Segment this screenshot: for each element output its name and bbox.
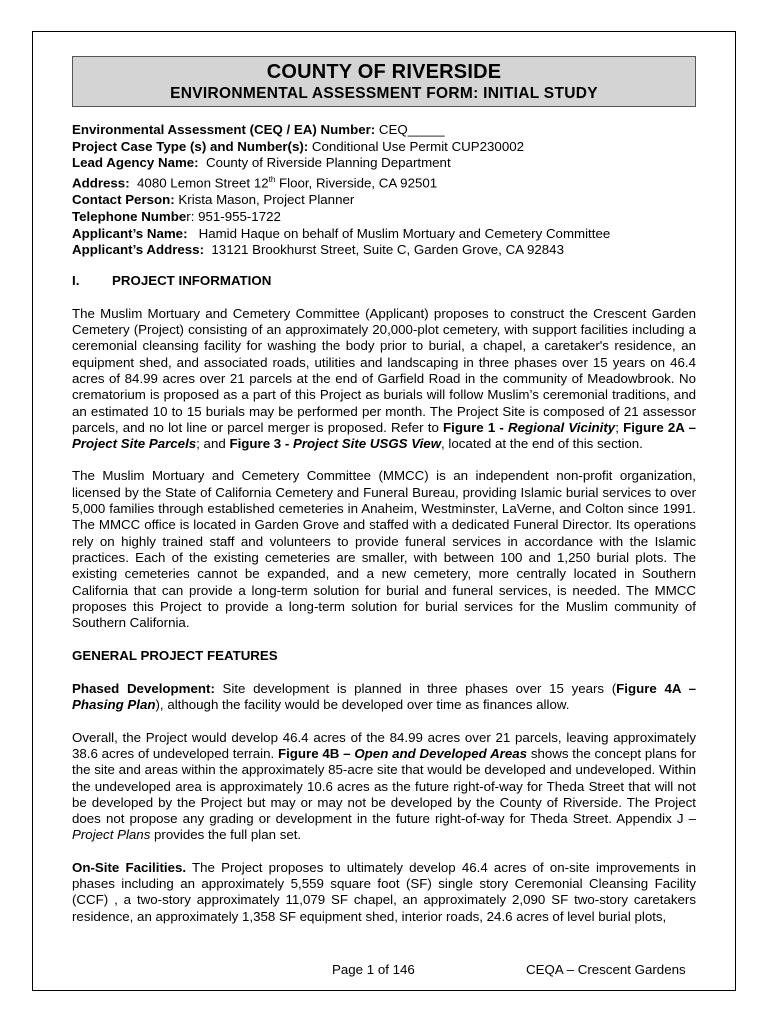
footer-document-title: CEQA – Crescent Gardens xyxy=(526,962,686,977)
section-heading-general-features: GENERAL PROJECT FEATURES xyxy=(72,648,278,664)
mmcc-description-paragraph: The Muslim Mortuary and Cemetery Committee (MMCC) is an independent non-profit organization, licensed by the State of California Cemetery and Funeral Bureau, providing Islamic burial services to over 5,000 families through established cemeteries in Anaheim, Westminster, LaVerne, and Colton since 1991. The MMCC office is located in Garden Grove and staffed with a dedicated Funeral Director. Its operations rely on highly trained staff and volunteers to provide funeral services in accordance with the Islamic practices. Each of the existing cemeteries are smaller, with between 100 and 1,250 burial plots. The existing cemeteries cannot be expanded, and a new cemetery, more centrally located in Southern California that can provide a long-term solution for burial and funeral services, is needed. The MMCC proposes this Project to provide a long-term solution for burial services for the Muslim community of Southern California. xyxy=(72,468,696,631)
ea-number-line: Environmental Assessment (CEQ / EA) Number: CEQ_____ xyxy=(72,122,445,137)
overall-development-paragraph: Overall, the Project would develop 46.4 acres of the 84.99 acres over 21 parcels, leaving approximately 38.6 acres of undeveloped terrain. Figure 4B – Open and Developed Areas shows the concept plans for the site and areas within the approximately 85-acre site that would be developed and undeveloped. Within the undeveloped area is approximately 10.6 acres as the future right-of-way for Theda Street that will not be developed by the Project but may or may not be developed by the County of Riverside. The Project does not propose any grading or development in the future right-of-way for Theda Street. Appendix J – Project Plans provides the full plan set. xyxy=(72,729,697,843)
title-box xyxy=(72,56,696,107)
section-heading-project-information: I. PROJECT INFORMATION xyxy=(72,273,272,289)
applicant-name-line: Applicant’s Name: Hamid Haque on behalf of Muslim Mortuary and Cemetery Committee xyxy=(72,225,611,241)
project-meta-block xyxy=(72,122,696,259)
page-number: Page 1 of 146 xyxy=(332,962,415,977)
applicant-address-line: Applicant’s Address: 13121 Brookhurst Street, Suite C, Garden Grove, CA 92843 xyxy=(72,242,564,258)
address-line: Address: 4080 Lemon Street 12th Floor, Riverside, CA 92501 xyxy=(72,175,438,191)
telephone-line: Telephone Number: 951-955-1722 xyxy=(72,208,281,224)
project-description-paragraph: The Muslim Mortuary and Cemetery Committee (Applicant) proposes to construct the Crescent Garden Cemetery (Project) consisting of an approximately 20,000-plot cemetery, with support facilities including a ceremonial cleansing facility for washing the body prior to burial, a chapel, a caretaker's residence, an equipment shed, and associated roads, utilities and landscaping in three phases over 15 years on 46.4 acres of 84.99 acres over 21 parcels at the end of Garfield Road in the community of Meadowbrook. No crematorium is proposed as a part of this Project as burials will follow Muslim’s ceremonial traditions, and an estimated 10 to 15 burials may be performed per month. The Project Site is composed of 21 assessor parcels, and no lot line or parcel merger is proposed. Refer to Figure 1 - Regional Vicinity; Figure 2A – Project Site Parcels; and Figure 3 - Project Site USGS View, located at the end of this section. xyxy=(72,305,696,452)
case-type-line: Project Case Type (s) and Number(s): Conditional Use Permit CUP230002 xyxy=(72,138,525,154)
onsite-facilities-paragraph: On-Site Facilities. The Project proposes to ultimately develop 46.4 acres of on-site improvements in phases including an approximately 5,559 square foot (SF) single story Ceremonial Cleansing Facility (CCF) , a two-story approximately 11,079 SF chapel, an approximately 2,090 SF two-story caretakers residence, an approximately 1,358 SF equipment shed, interior roads, 24.6 acres of level burial plots, xyxy=(72,859,696,924)
document-body xyxy=(72,56,696,925)
contact-person-line: Contact Person: Krista Mason, Project Planner xyxy=(72,192,355,208)
lead-agency-line: Lead Agency Name: County of Riverside Planning Department xyxy=(72,155,451,171)
document-subtitle: ENVIRONMENTAL ASSESSMENT FORM: INITIAL STUDY xyxy=(170,85,598,102)
phased-development-paragraph: Phased Development: Site development is planned in three phases over 15 years (Figure 4A – Phasing Plan), although the facility would be developed over time as finances allow. xyxy=(72,681,697,713)
document-title: COUNTY OF RIVERSIDE xyxy=(266,61,502,83)
